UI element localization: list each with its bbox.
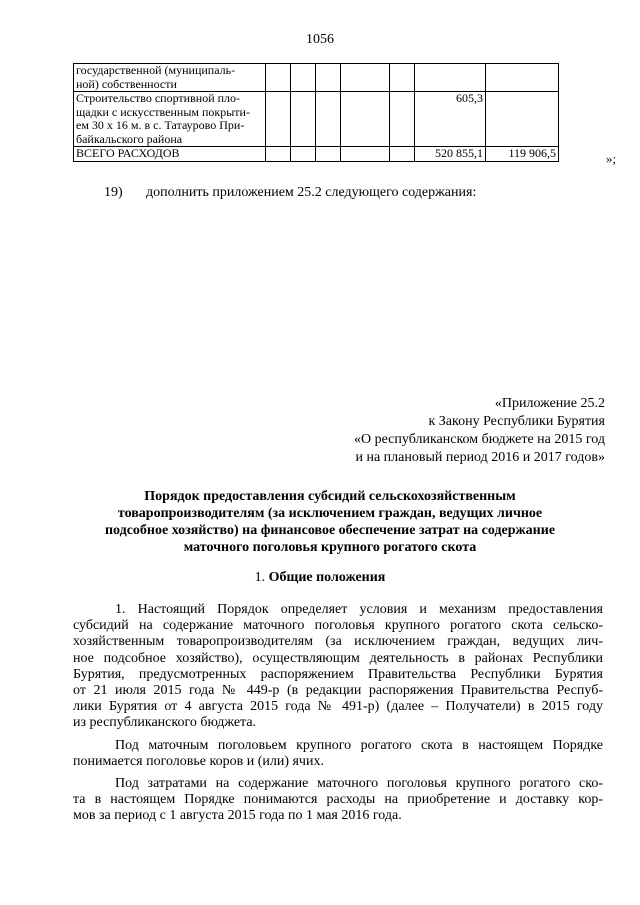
item-text: дополнить приложением 25.2 следующего содержания:	[146, 185, 477, 200]
table-cell-name	[74, 64, 266, 92]
amendment-item-19	[104, 185, 476, 201]
table-cell	[266, 64, 291, 92]
paragraph	[73, 602, 603, 732]
text-line: Под маточным поголовьем крупного рогатого скота в настоящем Порядке	[115, 737, 603, 753]
table-cell-amount-2015: 520 855,1	[415, 147, 486, 162]
appendix-line: к Закону Республики Бурятия	[428, 414, 605, 429]
table-cell	[291, 147, 316, 162]
section-number: 1.	[254, 570, 266, 585]
table-cell	[291, 92, 316, 147]
title-line: маточного поголовья крупного рогатого скота	[183, 540, 477, 555]
text-line: та в настоящем Порядке понимаются расходы на приобретение и доставку кор-	[73, 792, 603, 808]
text-line: хозяйственным товаропроизводителям (за исключением граждан, ведущих лич-	[73, 634, 603, 650]
cell-line: государственной (муниципаль-	[76, 63, 236, 77]
table-cell	[266, 92, 291, 147]
cell-line: ем 30 х 16 м. в с. Татаурово При-	[76, 118, 245, 132]
table-cell	[341, 92, 390, 147]
text-line: 1. Настоящий Порядок определяет условия и механизм предоставления	[115, 602, 603, 617]
table-cell-amount-2015	[415, 64, 486, 92]
cell-line: Строительство спортивной пло-	[76, 91, 241, 105]
title-line: подсобное хозяйство) на финансовое обеспечение затрат на содержание	[104, 523, 556, 538]
table-cell-amount-2016	[486, 92, 559, 147]
text-line: Под затратами на содержание маточного поголовья крупного рогатого ско-	[115, 776, 603, 792]
appendix-line: и на плановый период 2016 и 2017 годов»	[355, 450, 605, 465]
table-cell	[390, 92, 415, 147]
paragraph	[73, 776, 603, 825]
table-cell	[291, 64, 316, 92]
table-row-total	[74, 147, 559, 162]
text-line: ное подсобное хозяйство), осуществляющим деятельность в районах Республики	[73, 650, 603, 666]
closing-quote-mark: »;	[606, 151, 617, 166]
page-number: 1056	[306, 32, 334, 47]
table-cell	[316, 147, 341, 162]
appendix-line: «Приложение 25.2	[494, 396, 605, 411]
text-line: понимается поголовье коров и (или) ячих.	[73, 753, 324, 769]
title-line: товаропроизводителям (за исключением граждан, ведущих личное	[117, 506, 543, 521]
cell-line: ной) собственности	[76, 76, 177, 91]
table-cell	[390, 147, 415, 162]
table-cell-amount-2016	[486, 64, 559, 92]
document-title	[95, 488, 565, 556]
cell-line: байкальского района	[76, 131, 183, 146]
text-line: от 21 июля 2015 года № 449-р (в редакции распоряжения Правительства Респуб-	[73, 683, 603, 699]
document-body	[73, 602, 603, 825]
section-title: Общие положения	[268, 570, 386, 585]
appendix-header	[225, 395, 605, 467]
table-row	[74, 64, 559, 92]
text-line: Бурятия, предусмотренных распоряжением Правительства Республики Бурятия	[73, 666, 603, 682]
paragraph	[73, 738, 603, 770]
table-row	[74, 92, 559, 147]
table-cell-amount-2016: 119 906,5	[486, 147, 559, 162]
text-line: субсидий на содержание маточного поголовья крупного рогатого скота сельско-	[73, 618, 603, 634]
table-cell	[316, 64, 341, 92]
table-cell	[390, 64, 415, 92]
table-cell	[341, 64, 390, 92]
table-cell-name	[74, 92, 266, 147]
item-number: 19)	[104, 185, 123, 200]
text-line: из республиканского бюджета.	[73, 715, 257, 731]
appendix-line: «О республиканском бюджете на 2015 год	[354, 432, 605, 447]
cell-line: щадки с искусственным покрыти-	[76, 104, 250, 119]
table-cell	[266, 147, 291, 162]
title-line: Порядок предоставления субсидий сельскохозяйственным	[144, 489, 516, 504]
budget-table	[73, 63, 559, 162]
table-cell-amount-2015: 605,3	[415, 92, 486, 147]
table-cell-name: ВСЕГО РАСХОДОВ	[74, 147, 266, 162]
table-cell	[316, 92, 341, 147]
section-heading	[0, 570, 640, 586]
table-cell	[341, 147, 390, 162]
text-line: мов за период с 1 августа 2015 года по 1 мая 2016 года.	[73, 808, 402, 824]
text-line: лики Бурятия от 4 августа 2015 года № 491-р) (далее – Получатели) в 2015 году	[73, 699, 603, 715]
